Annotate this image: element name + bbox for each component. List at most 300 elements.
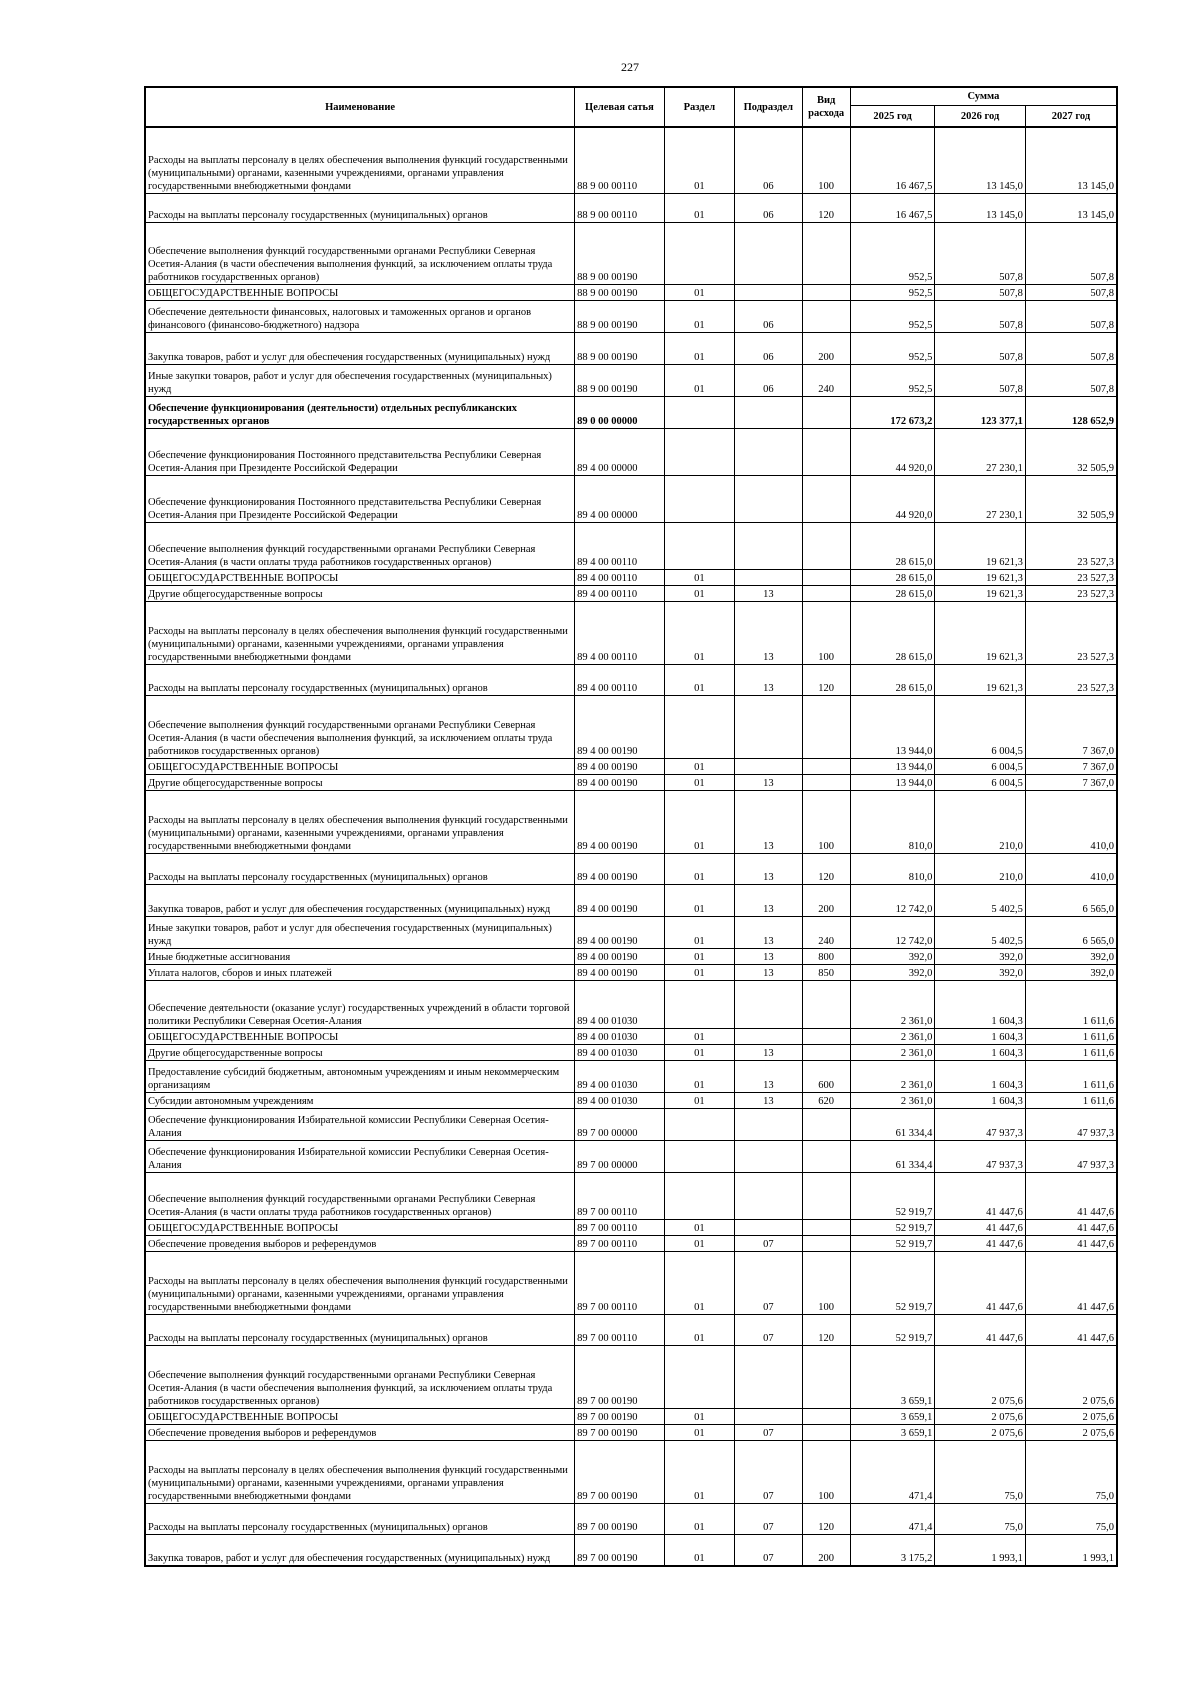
- row-sum-2025: 392,0: [850, 948, 935, 964]
- row-name: Расходы на выплаты персоналу в целях обеспечения выполнения функций государственными (муниципальными) органами, казенными учреждениями, органами управления государственными внебюджетными фондами: [145, 1440, 575, 1503]
- row-sum-2027: 507,8: [1025, 364, 1117, 396]
- row-section: 01: [664, 1028, 734, 1044]
- row-sum-2027: 7 367,0: [1025, 758, 1117, 774]
- row-subsection: 13: [735, 1060, 802, 1092]
- row-sum-2026: 75,0: [935, 1503, 1026, 1534]
- table-row: [145, 1028, 1117, 1044]
- row-target-code: 89 0 00 00000: [575, 396, 665, 428]
- row-subsection: 13: [735, 964, 802, 980]
- row-target-code: 89 4 00 01030: [575, 1028, 665, 1044]
- row-section: 01: [664, 1060, 734, 1092]
- row-name: Обеспечение выполнения функций государственными органами Республики Северная Осетия-Алания (в части оплаты труда работников государственных органов): [145, 522, 575, 569]
- row-name: Другие общегосударственные вопросы: [145, 774, 575, 790]
- row-sum-2027: 47 937,3: [1025, 1140, 1117, 1172]
- table-row: [145, 193, 1117, 222]
- row-sum-2025: 810,0: [850, 790, 935, 853]
- row-name: ОБЩЕГОСУДАРСТВЕННЫЕ ВОПРОСЫ: [145, 758, 575, 774]
- page-number: 227: [621, 60, 639, 74]
- row-sum-2027: 13 145,0: [1025, 193, 1117, 222]
- row-sum-2027: 23 527,3: [1025, 569, 1117, 585]
- row-name: Закупка товаров, работ и услуг для обеспечения государственных (муниципальных) нужд: [145, 884, 575, 916]
- row-sum-2026: 41 447,6: [935, 1219, 1026, 1235]
- row-sum-2025: 471,4: [850, 1503, 935, 1534]
- row-kind: 100: [802, 790, 850, 853]
- row-section: 01: [664, 1408, 734, 1424]
- row-target-code: 89 7 00 00110: [575, 1172, 665, 1219]
- row-section: 01: [664, 1219, 734, 1235]
- table-row: [145, 964, 1117, 980]
- row-target-code: 89 7 00 00110: [575, 1219, 665, 1235]
- row-sum-2026: 1 604,3: [935, 1028, 1026, 1044]
- table-row: [145, 1219, 1117, 1235]
- row-sum-2026: 6 004,5: [935, 695, 1026, 758]
- row-sum-2026: 41 447,6: [935, 1172, 1026, 1219]
- row-sum-2026: 1 604,3: [935, 1044, 1026, 1060]
- row-target-code: 88 9 00 00190: [575, 222, 665, 284]
- header-2027: 2027 год: [1025, 106, 1117, 128]
- row-sum-2025: 810,0: [850, 853, 935, 884]
- row-subsection: 13: [735, 884, 802, 916]
- row-sum-2027: 1 611,6: [1025, 1092, 1117, 1108]
- row-subsection: [735, 396, 802, 428]
- row-name: Расходы на выплаты персоналу государственных (муниципальных) органов: [145, 1503, 575, 1534]
- row-kind: 200: [802, 332, 850, 364]
- table-row: [145, 948, 1117, 964]
- row-sum-2026: 210,0: [935, 853, 1026, 884]
- row-sum-2025: 952,5: [850, 364, 935, 396]
- row-section: 01: [664, 193, 734, 222]
- row-sum-2027: 32 505,9: [1025, 428, 1117, 475]
- row-target-code: 89 4 00 00190: [575, 774, 665, 790]
- row-sum-2026: 507,8: [935, 364, 1026, 396]
- row-sum-2027: 41 447,6: [1025, 1235, 1117, 1251]
- table-row: [145, 585, 1117, 601]
- row-subsection: [735, 758, 802, 774]
- table-row: [145, 1044, 1117, 1060]
- row-sum-2027: 1 993,1: [1025, 1534, 1117, 1566]
- row-sum-2025: 952,5: [850, 222, 935, 284]
- row-subsection: 07: [735, 1503, 802, 1534]
- row-sum-2025: 52 919,7: [850, 1251, 935, 1314]
- row-name: Уплата налогов, сборов и иных платежей: [145, 964, 575, 980]
- row-name: Обеспечение выполнения функций государственными органами Республики Северная Осетия-Алания (в части обеспечения выполнения функций, за исключением оплаты труда работников государственных органов): [145, 1345, 575, 1408]
- row-kind: 120: [802, 853, 850, 884]
- row-subsection: 13: [735, 585, 802, 601]
- row-kind: 240: [802, 916, 850, 948]
- row-kind: [802, 758, 850, 774]
- row-name: Предоставление субсидий бюджетным, автономным учреждениям и иным некоммерческим организациям: [145, 1060, 575, 1092]
- row-name: Обеспечение выполнения функций государственными органами Республики Северная Осетия-Алания (в части обеспечения выполнения функций, за исключением оплаты труда работников государственных органов): [145, 695, 575, 758]
- row-section: 01: [664, 774, 734, 790]
- row-name: Иные закупки товаров, работ и услуг для обеспечения государственных (муниципальных) нужд: [145, 364, 575, 396]
- row-name: Расходы на выплаты персоналу в целях обеспечения выполнения функций государственными (муниципальными) органами, казенными учреждениями, органами управления государственными внебюджетными фондами: [145, 601, 575, 664]
- row-kind: [802, 300, 850, 332]
- row-target-code: 89 7 00 00190: [575, 1503, 665, 1534]
- table-row: [145, 127, 1117, 193]
- row-kind: [802, 1219, 850, 1235]
- row-section: 01: [664, 758, 734, 774]
- row-sum-2025: 3 659,1: [850, 1408, 935, 1424]
- row-subsection: 13: [735, 916, 802, 948]
- row-kind: 240: [802, 364, 850, 396]
- row-section: 01: [664, 300, 734, 332]
- table-row: [145, 1345, 1117, 1408]
- row-subsection: 07: [735, 1314, 802, 1345]
- row-subsection: [735, 1172, 802, 1219]
- table-row: [145, 1251, 1117, 1314]
- row-sum-2027: 507,8: [1025, 300, 1117, 332]
- row-kind: [802, 695, 850, 758]
- row-sum-2026: 507,8: [935, 332, 1026, 364]
- row-sum-2027: 1 611,6: [1025, 980, 1117, 1028]
- row-section: 01: [664, 127, 734, 193]
- table-row: [145, 1235, 1117, 1251]
- row-sum-2027: 392,0: [1025, 948, 1117, 964]
- row-sum-2025: 52 919,7: [850, 1219, 935, 1235]
- row-sum-2025: 52 919,7: [850, 1314, 935, 1345]
- row-name: Закупка товаров, работ и услуг для обеспечения государственных (муниципальных) нужд: [145, 1534, 575, 1566]
- row-section: 01: [664, 916, 734, 948]
- row-sum-2026: 27 230,1: [935, 475, 1026, 522]
- row-section: 01: [664, 601, 734, 664]
- table-row: [145, 1534, 1117, 1566]
- row-kind: [802, 1140, 850, 1172]
- row-sum-2026: 1 604,3: [935, 980, 1026, 1028]
- row-subsection: 13: [735, 774, 802, 790]
- row-section: 01: [664, 364, 734, 396]
- table-row: [145, 475, 1117, 522]
- row-subsection: [735, 695, 802, 758]
- row-section: [664, 222, 734, 284]
- row-sum-2026: 2 075,6: [935, 1345, 1026, 1408]
- row-target-code: 89 4 00 00110: [575, 569, 665, 585]
- row-sum-2027: 392,0: [1025, 964, 1117, 980]
- row-subsection: [735, 1140, 802, 1172]
- table-row: [145, 695, 1117, 758]
- row-sum-2026: 13 145,0: [935, 193, 1026, 222]
- row-sum-2026: 47 937,3: [935, 1108, 1026, 1140]
- budget-table: [144, 86, 1118, 1567]
- row-subsection: [735, 428, 802, 475]
- row-sum-2027: 41 447,6: [1025, 1219, 1117, 1235]
- row-sum-2026: 19 621,3: [935, 601, 1026, 664]
- row-kind: [802, 569, 850, 585]
- row-section: [664, 1172, 734, 1219]
- row-section: 01: [664, 1503, 734, 1534]
- row-kind: [802, 1028, 850, 1044]
- row-sum-2027: 410,0: [1025, 853, 1117, 884]
- row-sum-2027: 2 075,6: [1025, 1408, 1117, 1424]
- row-sum-2027: 41 447,6: [1025, 1314, 1117, 1345]
- row-sum-2025: 52 919,7: [850, 1172, 935, 1219]
- row-sum-2026: 19 621,3: [935, 585, 1026, 601]
- row-section: 01: [664, 948, 734, 964]
- table-row: [145, 428, 1117, 475]
- row-target-code: 88 9 00 00190: [575, 364, 665, 396]
- row-target-code: 89 7 00 00190: [575, 1345, 665, 1408]
- row-sum-2027: 23 527,3: [1025, 664, 1117, 695]
- row-target-code: 88 9 00 00110: [575, 127, 665, 193]
- row-subsection: [735, 1219, 802, 1235]
- row-target-code: 89 4 00 01030: [575, 1092, 665, 1108]
- row-subsection: [735, 475, 802, 522]
- row-kind: [802, 396, 850, 428]
- header-2026: 2026 год: [935, 106, 1026, 128]
- table-row: [145, 853, 1117, 884]
- row-sum-2025: 28 615,0: [850, 569, 935, 585]
- row-sum-2025: 392,0: [850, 964, 935, 980]
- row-kind: [802, 1235, 850, 1251]
- row-sum-2025: 3 659,1: [850, 1345, 935, 1408]
- row-kind: [802, 1345, 850, 1408]
- table-row: [145, 1140, 1117, 1172]
- row-target-code: 88 9 00 00190: [575, 332, 665, 364]
- row-sum-2026: 507,8: [935, 284, 1026, 300]
- row-sum-2025: 2 361,0: [850, 1060, 935, 1092]
- row-sum-2025: 28 615,0: [850, 522, 935, 569]
- row-sum-2026: 75,0: [935, 1440, 1026, 1503]
- row-subsection: 06: [735, 364, 802, 396]
- table-row: [145, 980, 1117, 1028]
- row-sum-2025: 44 920,0: [850, 428, 935, 475]
- row-section: 01: [664, 1251, 734, 1314]
- row-target-code: 88 9 00 00190: [575, 284, 665, 300]
- row-kind: 800: [802, 948, 850, 964]
- row-subsection: 13: [735, 1092, 802, 1108]
- table-row: [145, 758, 1117, 774]
- row-kind: 620: [802, 1092, 850, 1108]
- row-kind: 120: [802, 1503, 850, 1534]
- row-target-code: 89 7 00 00190: [575, 1424, 665, 1440]
- row-target-code: 88 9 00 00190: [575, 300, 665, 332]
- row-name: Расходы на выплаты персоналу государственных (муниципальных) органов: [145, 1314, 575, 1345]
- row-sum-2026: 19 621,3: [935, 664, 1026, 695]
- row-sum-2027: 41 447,6: [1025, 1251, 1117, 1314]
- table-row: [145, 364, 1117, 396]
- row-name: ОБЩЕГОСУДАРСТВЕННЫЕ ВОПРОСЫ: [145, 1219, 575, 1235]
- row-section: [664, 475, 734, 522]
- row-name: Другие общегосударственные вопросы: [145, 585, 575, 601]
- row-target-code: 89 7 00 00190: [575, 1440, 665, 1503]
- row-sum-2027: 13 145,0: [1025, 127, 1117, 193]
- row-name: Расходы на выплаты персоналу государственных (муниципальных) органов: [145, 664, 575, 695]
- row-section: [664, 396, 734, 428]
- table-row: [145, 284, 1117, 300]
- row-sum-2025: 2 361,0: [850, 1028, 935, 1044]
- row-target-code: 89 7 00 00110: [575, 1251, 665, 1314]
- row-target-code: 89 4 00 00000: [575, 475, 665, 522]
- row-target-code: 89 7 00 00000: [575, 1140, 665, 1172]
- row-sum-2027: 507,8: [1025, 284, 1117, 300]
- row-subsection: 07: [735, 1534, 802, 1566]
- row-sum-2027: 32 505,9: [1025, 475, 1117, 522]
- row-kind: 120: [802, 193, 850, 222]
- header-subsection: Подраздел: [735, 87, 802, 127]
- row-section: 01: [664, 332, 734, 364]
- table-row: [145, 522, 1117, 569]
- row-name: ОБЩЕГОСУДАРСТВЕННЫЕ ВОПРОСЫ: [145, 1028, 575, 1044]
- row-sum-2026: 13 145,0: [935, 127, 1026, 193]
- row-section: [664, 1108, 734, 1140]
- row-sum-2025: 13 944,0: [850, 774, 935, 790]
- row-sum-2027: 7 367,0: [1025, 774, 1117, 790]
- row-name: Обеспечение деятельности финансовых, налоговых и таможенных органов и органов финансового (финансово-бюджетного) надзора: [145, 300, 575, 332]
- row-target-code: 89 4 00 00000: [575, 428, 665, 475]
- row-name: Закупка товаров, работ и услуг для обеспечения государственных (муниципальных) нужд: [145, 332, 575, 364]
- table-row: [145, 396, 1117, 428]
- row-sum-2027: 2 075,6: [1025, 1345, 1117, 1408]
- row-kind: 600: [802, 1060, 850, 1092]
- row-target-code: 89 4 00 00190: [575, 695, 665, 758]
- row-section: [664, 522, 734, 569]
- row-subsection: [735, 1408, 802, 1424]
- row-section: 01: [664, 1534, 734, 1566]
- row-name: Обеспечение выполнения функций государственными органами Республики Северная Осетия-Алания (в части оплаты труда работников государственных органов): [145, 1172, 575, 1219]
- row-kind: [802, 284, 850, 300]
- row-sum-2026: 392,0: [935, 964, 1026, 980]
- row-sum-2026: 1 993,1: [935, 1534, 1026, 1566]
- row-sum-2025: 471,4: [850, 1440, 935, 1503]
- row-sum-2025: 2 361,0: [850, 1044, 935, 1060]
- row-kind: [802, 585, 850, 601]
- row-kind: [802, 1424, 850, 1440]
- table-row: [145, 1060, 1117, 1092]
- row-name: Иные бюджетные ассигнования: [145, 948, 575, 964]
- row-sum-2025: 16 467,5: [850, 193, 935, 222]
- row-sum-2026: 19 621,3: [935, 522, 1026, 569]
- header-name: Наименование: [145, 87, 575, 127]
- row-sum-2025: 952,5: [850, 332, 935, 364]
- row-sum-2025: 28 615,0: [850, 585, 935, 601]
- row-name: ОБЩЕГОСУДАРСТВЕННЫЕ ВОПРОСЫ: [145, 1408, 575, 1424]
- row-kind: 120: [802, 664, 850, 695]
- row-sum-2027: 75,0: [1025, 1440, 1117, 1503]
- row-subsection: 07: [735, 1424, 802, 1440]
- row-subsection: 06: [735, 300, 802, 332]
- row-subsection: 06: [735, 127, 802, 193]
- row-sum-2026: 19 621,3: [935, 569, 1026, 585]
- row-sum-2027: 507,8: [1025, 332, 1117, 364]
- table-row: [145, 332, 1117, 364]
- row-sum-2026: 47 937,3: [935, 1140, 1026, 1172]
- row-sum-2025: 2 361,0: [850, 980, 935, 1028]
- row-target-code: 89 4 00 00110: [575, 522, 665, 569]
- row-target-code: 89 4 00 00110: [575, 601, 665, 664]
- header-sum: Сумма: [850, 87, 1117, 106]
- row-name: Обеспечение функционирования Постоянного представительства Республики Северная Осетия-Алания при Президенте Российской Федерации: [145, 428, 575, 475]
- row-sum-2027: 410,0: [1025, 790, 1117, 853]
- row-sum-2025: 3 659,1: [850, 1424, 935, 1440]
- row-name: Субсидии автономным учреждениям: [145, 1092, 575, 1108]
- row-sum-2026: 210,0: [935, 790, 1026, 853]
- row-section: 01: [664, 853, 734, 884]
- row-sum-2026: 2 075,6: [935, 1408, 1026, 1424]
- row-kind: [802, 1108, 850, 1140]
- row-kind: [802, 428, 850, 475]
- row-target-code: 89 7 00 00190: [575, 1534, 665, 1566]
- row-sum-2026: 507,8: [935, 222, 1026, 284]
- table-row: [145, 1408, 1117, 1424]
- row-kind: 120: [802, 1314, 850, 1345]
- row-target-code: 89 4 00 01030: [575, 1060, 665, 1092]
- row-section: 01: [664, 964, 734, 980]
- row-target-code: 89 4 00 00190: [575, 916, 665, 948]
- row-section: 01: [664, 284, 734, 300]
- table-row: [145, 884, 1117, 916]
- row-sum-2027: 1 611,6: [1025, 1028, 1117, 1044]
- row-target-code: 88 9 00 00110: [575, 193, 665, 222]
- row-kind: 200: [802, 884, 850, 916]
- row-sum-2027: 128 652,9: [1025, 396, 1117, 428]
- row-sum-2025: 952,5: [850, 284, 935, 300]
- table-row: [145, 300, 1117, 332]
- row-sum-2026: 5 402,5: [935, 916, 1026, 948]
- row-name: Другие общегосударственные вопросы: [145, 1044, 575, 1060]
- row-section: 01: [664, 1044, 734, 1060]
- row-name: Расходы на выплаты персоналу государственных (муниципальных) органов: [145, 193, 575, 222]
- row-kind: [802, 980, 850, 1028]
- row-target-code: 89 4 00 00110: [575, 664, 665, 695]
- row-sum-2027: 1 611,6: [1025, 1044, 1117, 1060]
- row-sum-2026: 41 447,6: [935, 1251, 1026, 1314]
- row-sum-2025: 61 334,4: [850, 1140, 935, 1172]
- row-target-code: 89 7 00 00000: [575, 1108, 665, 1140]
- row-target-code: 89 4 00 00190: [575, 758, 665, 774]
- row-subsection: 07: [735, 1251, 802, 1314]
- row-sum-2026: 1 604,3: [935, 1060, 1026, 1092]
- row-sum-2025: 52 919,7: [850, 1235, 935, 1251]
- row-target-code: 89 4 00 01030: [575, 980, 665, 1028]
- row-target-code: 89 4 00 00190: [575, 790, 665, 853]
- row-sum-2025: 2 361,0: [850, 1092, 935, 1108]
- row-section: 01: [664, 790, 734, 853]
- row-name: Обеспечение проведения выборов и референдумов: [145, 1235, 575, 1251]
- table-row: [145, 1440, 1117, 1503]
- row-subsection: 13: [735, 790, 802, 853]
- table-row: [145, 1172, 1117, 1219]
- table-row: [145, 1314, 1117, 1345]
- row-sum-2025: 12 742,0: [850, 884, 935, 916]
- row-subsection: 07: [735, 1440, 802, 1503]
- row-subsection: 13: [735, 1044, 802, 1060]
- row-subsection: 13: [735, 948, 802, 964]
- row-sum-2026: 5 402,5: [935, 884, 1026, 916]
- row-sum-2026: 392,0: [935, 948, 1026, 964]
- table-row: [145, 916, 1117, 948]
- row-sum-2026: 2 075,6: [935, 1424, 1026, 1440]
- row-kind: 100: [802, 127, 850, 193]
- row-name: Обеспечение выполнения функций государственными органами Республики Северная Осетия-Алания (в части обеспечения выполнения функций, за исключением оплаты труда работников государственных органов): [145, 222, 575, 284]
- row-target-code: 89 4 00 00190: [575, 964, 665, 980]
- row-name: Расходы на выплаты персоналу в целях обеспечения выполнения функций государственными (муниципальными) органами, казенными учреждениями, органами управления государственными внебюджетными фондами: [145, 127, 575, 193]
- row-section: [664, 1140, 734, 1172]
- row-subsection: 13: [735, 601, 802, 664]
- row-sum-2026: 27 230,1: [935, 428, 1026, 475]
- table-row: [145, 664, 1117, 695]
- row-name: Обеспечение деятельности (оказание услуг) государственных учреждений в области торговой политики Республики Северная Осетия-Алания: [145, 980, 575, 1028]
- table-row: [145, 222, 1117, 284]
- row-name: Расходы на выплаты персоналу государственных (муниципальных) органов: [145, 853, 575, 884]
- row-kind: 200: [802, 1534, 850, 1566]
- table-body: [145, 127, 1117, 1566]
- row-subsection: 13: [735, 853, 802, 884]
- row-target-code: 89 4 00 00190: [575, 948, 665, 964]
- row-sum-2027: 507,8: [1025, 222, 1117, 284]
- row-name: Иные закупки товаров, работ и услуг для обеспечения государственных (муниципальных) нужд: [145, 916, 575, 948]
- row-name: Обеспечение функционирования (деятельности) отдельных республиканских государственных органов: [145, 396, 575, 428]
- row-subsection: [735, 284, 802, 300]
- row-sum-2026: 41 447,6: [935, 1235, 1026, 1251]
